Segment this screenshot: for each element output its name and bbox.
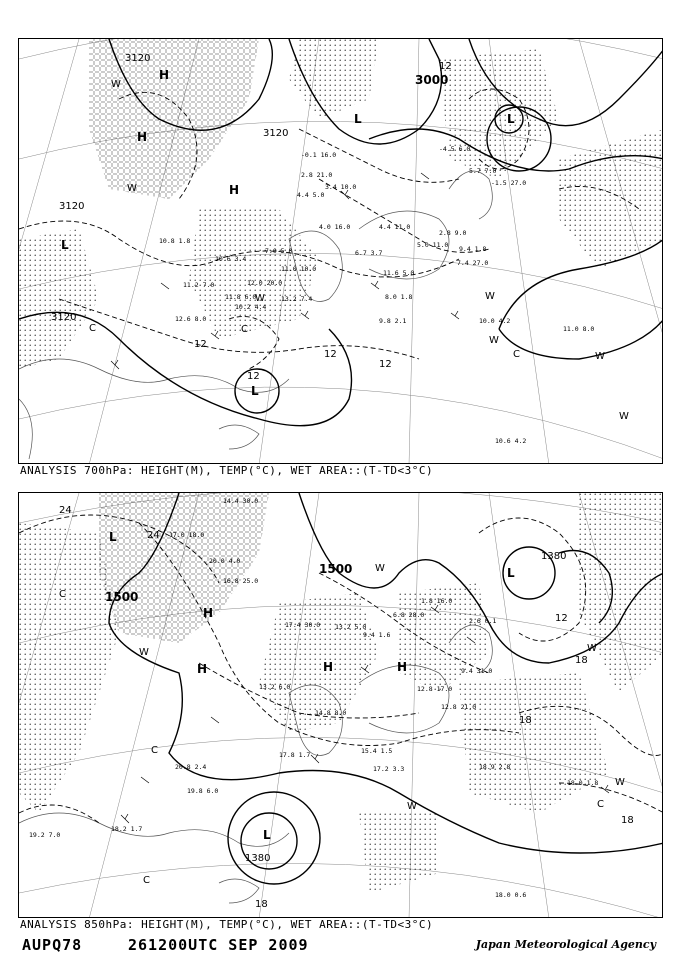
warm-center-label: W [111, 79, 121, 90]
station-plot: 17.2 3.3 [373, 765, 405, 773]
station-plot: 9.8 2.1 [379, 317, 407, 325]
station-plot: 10.0 4.2 [479, 317, 511, 325]
station-plot: 11.0 8.0 [563, 325, 595, 333]
station-plot: 10.8 1.8 [159, 237, 191, 245]
isotherm-label: 18 [519, 715, 532, 726]
cold-center-label: C [597, 799, 604, 810]
map-panel-850hpa [18, 492, 663, 918]
station-plot: 20.8 2.4 [175, 763, 207, 771]
warm-center-label: W [619, 411, 629, 422]
high-center-label: H [323, 660, 334, 674]
station-plot: 4.0 16.0 [319, 223, 351, 231]
station-plot: 13.2 6.0 [259, 683, 291, 691]
low-center-label: L [61, 238, 69, 252]
station-plot: 9.4 1.8 [459, 245, 487, 253]
isotherm-label: 12 [379, 359, 392, 370]
height-label: 3120 [51, 312, 77, 323]
low-center-label: L [507, 566, 515, 580]
cold-center-label: C [241, 324, 248, 335]
station-plot: 11.2 7.0 [183, 281, 215, 289]
warm-center-label: W [489, 335, 499, 346]
warm-center-label: W [407, 801, 417, 812]
station-plot: 18.0 0.6 [495, 891, 527, 899]
high-center-label: H [197, 662, 208, 676]
station-plot: 17.8 1.7 [279, 751, 311, 759]
station-plot: 2.8 9.0 [439, 229, 467, 237]
high-center-label: H [137, 130, 148, 144]
low-center-label: L [109, 530, 117, 544]
isotherm-label: 12 [247, 371, 260, 382]
height-label: 1500 [105, 590, 139, 604]
station-plot: 11.6 5.0 [383, 269, 415, 277]
station-plot: 12.0 20.0 [247, 279, 283, 287]
agency-name: Japan Meteorological Agency [475, 938, 656, 951]
station-plot: 14.8 8.0 [315, 709, 347, 717]
station-plot: 9.4 1.6 [363, 631, 391, 639]
station-plot: 12.8 17.0 [417, 685, 453, 693]
station-plot: 6.7 3.7 [355, 249, 383, 257]
station-plots [159, 145, 594, 445]
station-plot: -0.1 16.0 [301, 151, 337, 159]
station-plot: 5.0 11.0 [417, 241, 449, 249]
warm-center-label: W [375, 563, 385, 574]
map-700hpa [19, 39, 663, 464]
height-label: 3120 [263, 128, 289, 139]
chart-valid-time: 261200UTC SEP 2009 [128, 936, 309, 954]
station-plot: 4.4 5.0 [297, 191, 325, 199]
station-plot: 11.8 6.0 [225, 293, 257, 301]
height-label: 1380 [245, 853, 271, 864]
station-plot: 20.0 4.0 [209, 557, 241, 565]
station-plot: 17.0 18.0 [169, 531, 205, 539]
isotherm-label: 18 [621, 815, 634, 826]
station-plot: 12.8 21.0 [441, 703, 477, 711]
station-plot: 14.4 30.0 [223, 497, 259, 505]
panel-caption-850hpa: ANALYSIS 850hPa: HEIGHT(M), TEMP(°C), WET AREA::(T-TD<3°C) [20, 918, 434, 931]
station-plot: 11.0 10.0 [281, 265, 317, 273]
station-plot: 10.6 3.4 [215, 255, 247, 263]
cold-center-label: C [151, 745, 158, 756]
station-plot: 12.6 8.0 [175, 315, 207, 323]
height-label: 3120 [59, 201, 85, 212]
station-plot: 18.0 1.8 [567, 779, 599, 787]
isotherm-label: 24 [147, 530, 160, 541]
warm-center-label: W [485, 291, 495, 302]
isotherm-label: 12 [324, 349, 337, 360]
warm-center-label: W [615, 777, 625, 788]
low-center-label: L [507, 112, 515, 126]
station-plot: -1.5 27.0 [491, 179, 527, 187]
warm-center-label: W [595, 351, 605, 362]
height-label: 3000 [415, 73, 449, 87]
station-plot: 16.8 25.0 [223, 577, 259, 585]
isotherm-label: 12 [194, 339, 207, 350]
station-plot: 13.2 7.4 [281, 295, 313, 303]
station-plot: 17.4 30.0 [285, 621, 321, 629]
isotherm-label: 24 [59, 505, 72, 516]
station-plot: 3.4 10.0 [325, 183, 357, 191]
panel-caption-700hpa: ANALYSIS 700hPa: HEIGHT(M), TEMP(°C), WET AREA::(T-TD<3°C) [20, 464, 434, 477]
cold-center-label: C [59, 589, 66, 600]
height-label: 1380 [541, 551, 567, 562]
low-center-label: L [354, 112, 362, 126]
station-plot: 15.4 1.5 [361, 747, 393, 755]
high-center-label: H [397, 660, 408, 674]
high-center-label: H [229, 183, 240, 197]
station-plot: 1.8 16.0 [421, 597, 453, 605]
station-plot: 5.7 7.0 [469, 167, 497, 175]
cold-center-label: C [143, 875, 150, 886]
isotherm-label: 12 [555, 613, 568, 624]
high-center-label: H [159, 68, 170, 82]
station-plot: 18.9 2.8 [479, 763, 511, 771]
station-plot: 19.2 7.0 [29, 831, 61, 839]
map-panel-700hpa [18, 38, 663, 464]
chart-code: AUPQ78 [22, 936, 83, 954]
station-plot: 13.2 5.0 [335, 623, 367, 631]
station-plot: 7.0 5.0 [265, 247, 293, 255]
station-plot: 9.4 31.0 [461, 667, 493, 675]
station-plot: 6.8 28.0 [393, 611, 425, 619]
warm-center-label: W [139, 647, 149, 658]
cold-center-label: C [513, 349, 520, 360]
isotherm-label: 18 [575, 655, 588, 666]
station-plot: 8.0 1.8 [385, 293, 413, 301]
low-center-label: L [251, 384, 259, 398]
station-plot: 2.6 0.1 [469, 617, 497, 625]
station-plot: 19.8 6.0 [187, 787, 219, 795]
isotherm-label: 18 [255, 899, 268, 910]
high-center-label: H [203, 606, 214, 620]
low-center-label: L [263, 828, 271, 842]
station-plot: -4.5 6.0 [439, 145, 471, 153]
map-850hpa [19, 493, 663, 918]
station-plot: 10.2 4.4 [235, 303, 267, 311]
station-plot: 18.2 1.7 [111, 825, 143, 833]
height-label: 3120 [125, 53, 151, 64]
station-plot: 4.4 11.0 [379, 223, 411, 231]
warm-center-label: W [587, 643, 597, 654]
cold-center-label: C [89, 323, 96, 334]
height-label: 1500 [319, 562, 353, 576]
station-plot: 7.4 27.0 [457, 259, 489, 267]
station-plot: 2.8 21.0 [301, 171, 333, 179]
warm-center-label: W [127, 183, 137, 194]
station-plot: 10.6 4.2 [495, 437, 527, 445]
isotherm-label: 12 [439, 61, 452, 72]
warm-center-label: W [255, 293, 265, 304]
